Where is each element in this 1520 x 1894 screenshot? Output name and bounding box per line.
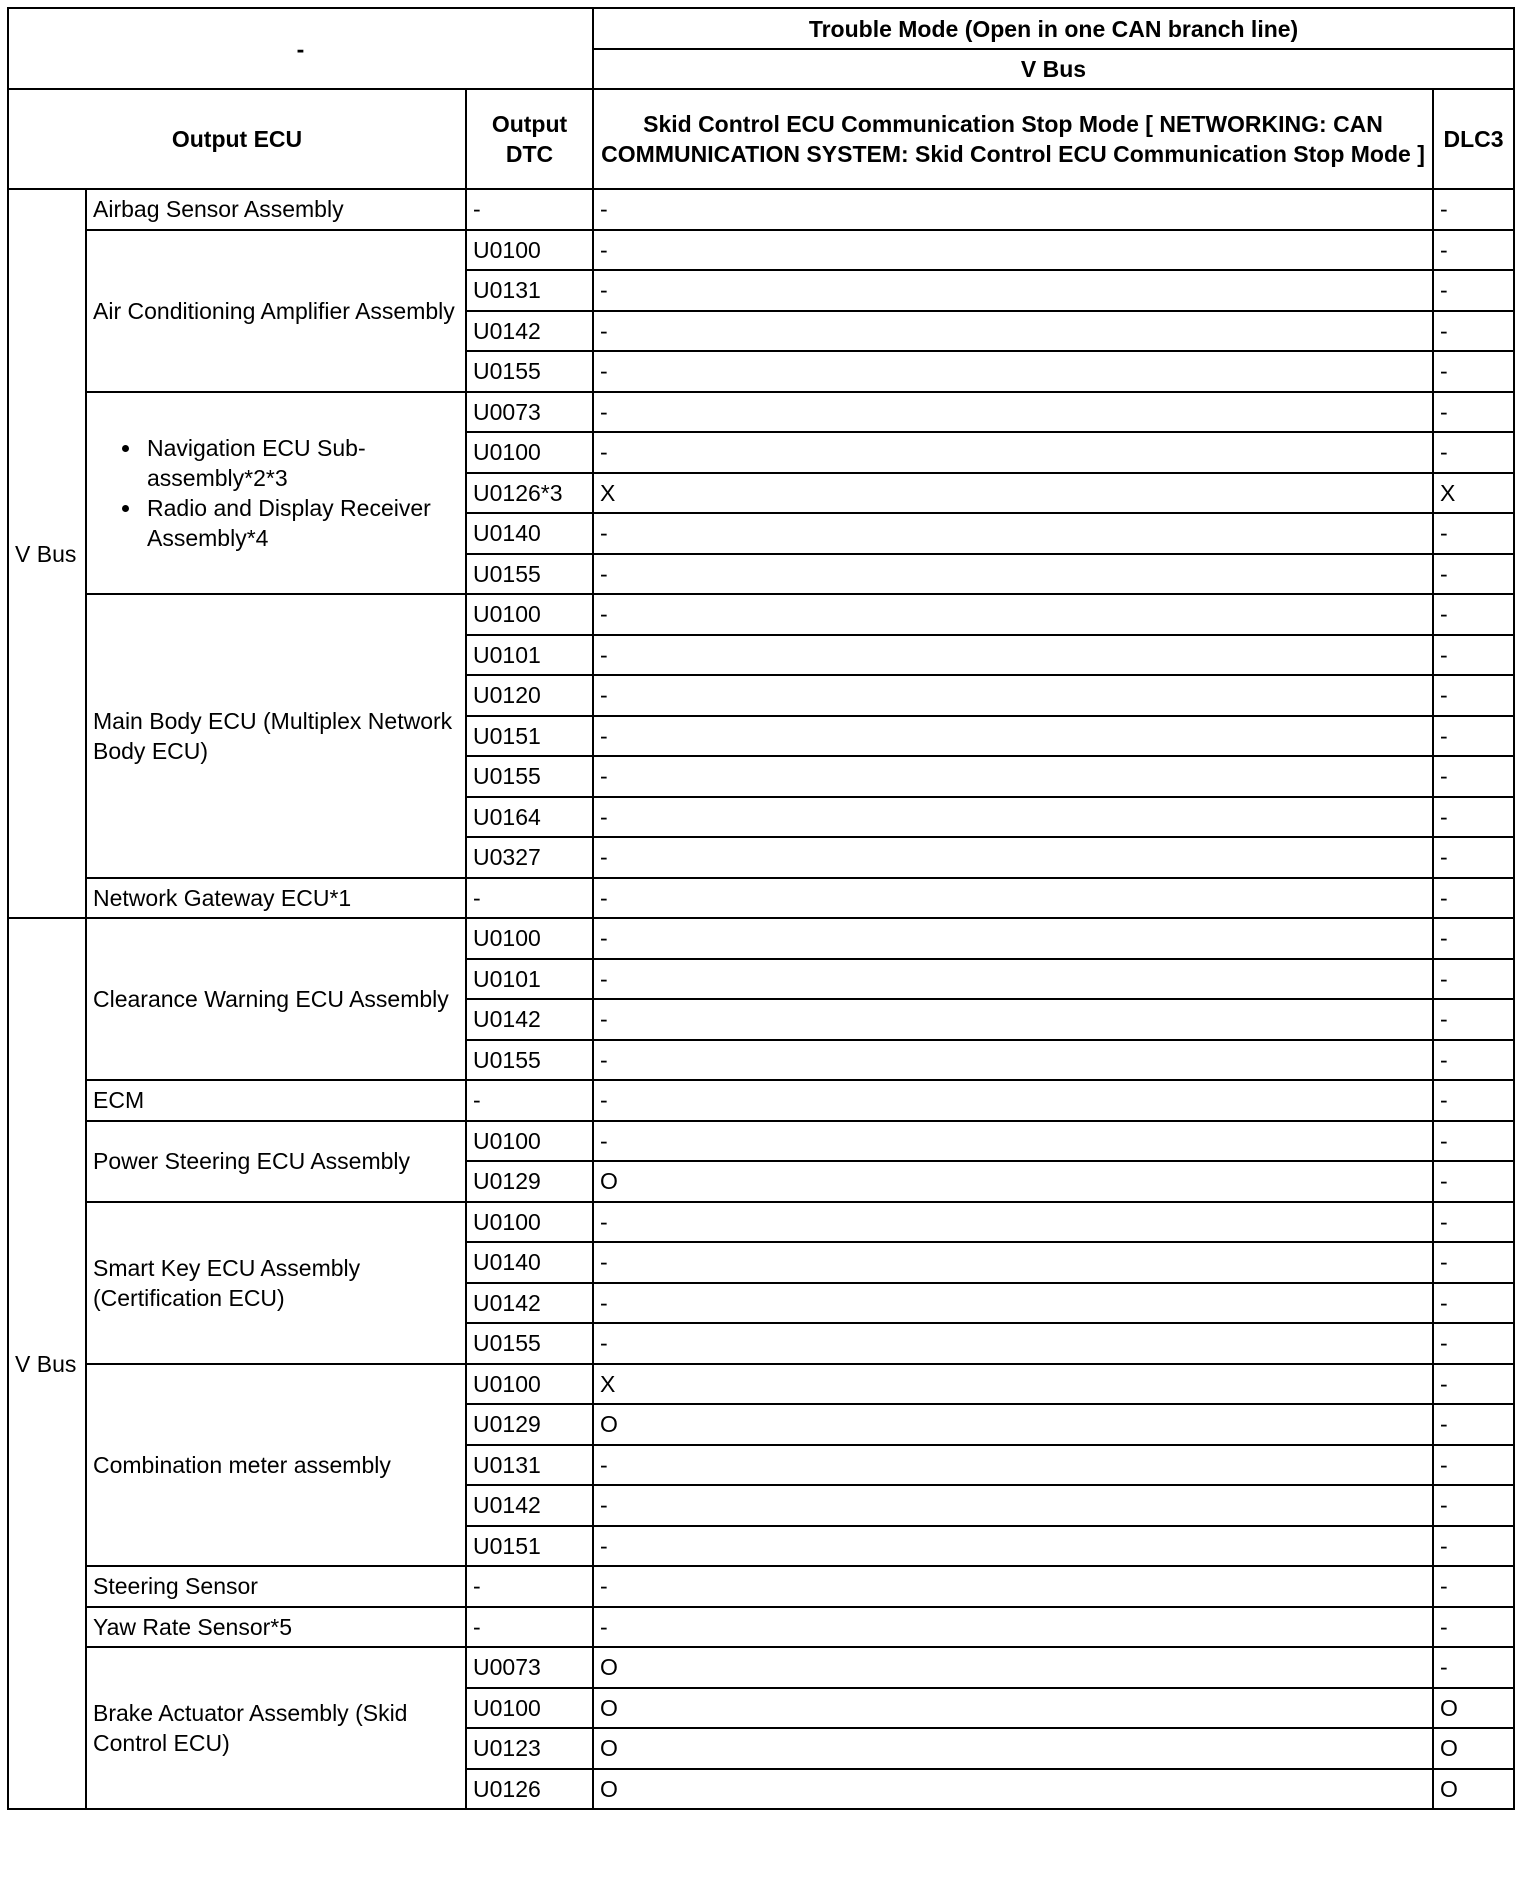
- bus-header: V Bus: [593, 49, 1514, 89]
- table-row: [8, 1647, 1514, 1688]
- dlc3-cell: -: [1433, 756, 1514, 797]
- table-row: [8, 1202, 1514, 1243]
- dlc3-cell: -: [1433, 959, 1514, 1000]
- stop-mode-cell: -: [593, 1566, 1433, 1607]
- dlc3-cell: -: [1433, 878, 1514, 919]
- bus-cell: V Bus: [8, 189, 86, 918]
- stop-mode-cell: -: [593, 878, 1433, 919]
- dtc-cell: U0073: [466, 1647, 593, 1688]
- ecu-name-cell: Steering Sensor: [86, 1566, 466, 1607]
- dtc-cell: U0142: [466, 999, 593, 1040]
- table-row: [8, 878, 1514, 919]
- dtc-cell: -: [466, 189, 593, 230]
- stop-mode-cell: -: [593, 1121, 1433, 1162]
- dlc3-cell: -: [1433, 311, 1514, 352]
- stop-mode-cell: -: [593, 270, 1433, 311]
- dlc3-cell: -: [1433, 1485, 1514, 1526]
- stop-mode-cell: -: [593, 1283, 1433, 1324]
- stop-mode-cell: -: [593, 1040, 1433, 1081]
- dlc3-cell: O: [1433, 1728, 1514, 1769]
- dtc-cell: U0142: [466, 1485, 593, 1526]
- stop-mode-cell: O: [593, 1647, 1433, 1688]
- dtc-cell: U0155: [466, 756, 593, 797]
- stop-mode-cell: -: [593, 1323, 1433, 1364]
- dtc-cell: -: [466, 1080, 593, 1121]
- dtc-cell: U0155: [466, 1040, 593, 1081]
- stop-mode-cell: -: [593, 635, 1433, 676]
- dtc-cell: U0100: [466, 1202, 593, 1243]
- dtc-cell: U0126*3: [466, 473, 593, 514]
- table-row: [8, 1566, 1514, 1607]
- dtc-cell: U0151: [466, 1526, 593, 1567]
- dlc3-cell: -: [1433, 594, 1514, 635]
- stop-mode-cell: -: [593, 675, 1433, 716]
- dtc-cell: U0120: [466, 675, 593, 716]
- stop-mode-cell: -: [593, 1445, 1433, 1486]
- dtc-cell: U0101: [466, 959, 593, 1000]
- ecu-name-cell: Network Gateway ECU*1: [86, 878, 466, 919]
- ecu-list-item: • Navigation ECU Sub-assembly*2*3: [143, 433, 459, 493]
- corner-cell: -: [8, 8, 593, 89]
- dtc-cell: U0129: [466, 1161, 593, 1202]
- dtc-cell: U0073: [466, 392, 593, 433]
- dtc-cell: U0142: [466, 1283, 593, 1324]
- stop-mode-cell: X: [593, 1364, 1433, 1405]
- dlc3-cell: O: [1433, 1769, 1514, 1810]
- dlc3-cell: -: [1433, 1323, 1514, 1364]
- stop-mode-cell: -: [593, 837, 1433, 878]
- stop-mode-cell: -: [593, 716, 1433, 757]
- dlc3-cell: -: [1433, 351, 1514, 392]
- table-row: [8, 1364, 1514, 1405]
- dlc3-cell: -: [1433, 1080, 1514, 1121]
- output-dtc-header: Output DTC: [466, 89, 593, 189]
- dtc-cell: U0327: [466, 837, 593, 878]
- ecu-name-cell: Power Steering ECU Assembly: [86, 1121, 466, 1202]
- dtc-cell: U0101: [466, 635, 593, 676]
- dlc3-cell: -: [1433, 837, 1514, 878]
- stop-mode-cell: -: [593, 1202, 1433, 1243]
- table-row: [8, 1121, 1514, 1162]
- dtc-cell: -: [466, 1607, 593, 1648]
- stop-mode-cell: -: [593, 554, 1433, 595]
- dtc-cell: U0123: [466, 1728, 593, 1769]
- dlc3-cell: -: [1433, 1040, 1514, 1081]
- ecu-name-cell: Main Body ECU (Multiplex Network Body ECU): [86, 594, 466, 878]
- dlc3-cell: -: [1433, 1161, 1514, 1202]
- dlc3-cell: -: [1433, 1404, 1514, 1445]
- dlc3-cell: -: [1433, 1283, 1514, 1324]
- ecu-name-cell: ECM: [86, 1080, 466, 1121]
- dlc3-cell: -: [1433, 392, 1514, 433]
- stop-mode-cell: -: [593, 797, 1433, 838]
- dlc3-cell: -: [1433, 189, 1514, 230]
- dtc-cell: U0151: [466, 716, 593, 757]
- stop-mode-cell: O: [593, 1728, 1433, 1769]
- stop-mode-cell: -: [593, 1485, 1433, 1526]
- ecu-name-cell: Smart Key ECU Assembly (Certification ECU): [86, 1202, 466, 1364]
- stop-mode-cell: -: [593, 1242, 1433, 1283]
- dlc3-cell: -: [1433, 797, 1514, 838]
- table-row: [8, 1080, 1514, 1121]
- ecu-name-cell: Yaw Rate Sensor*5: [86, 1607, 466, 1648]
- dtc-cell: U0100: [466, 1364, 593, 1405]
- dtc-cell: U0155: [466, 351, 593, 392]
- dtc-cell: U0140: [466, 513, 593, 554]
- dtc-cell: U0100: [466, 230, 593, 271]
- table-row: [8, 918, 1514, 959]
- stop-mode-cell: -: [593, 1080, 1433, 1121]
- dtc-cell: U0126: [466, 1769, 593, 1810]
- trouble-mode-header: Trouble Mode (Open in one CAN branch line): [593, 8, 1514, 49]
- dlc3-cell: -: [1433, 230, 1514, 271]
- dlc3-cell: -: [1433, 1121, 1514, 1162]
- stop-mode-cell: O: [593, 1161, 1433, 1202]
- stop-mode-cell: -: [593, 392, 1433, 433]
- dtc-cell: U0100: [466, 432, 593, 473]
- table-row: [8, 230, 1514, 271]
- dtc-cell: U0100: [466, 1121, 593, 1162]
- ecu-name-cell: Airbag Sensor Assembly: [86, 189, 466, 230]
- stop-mode-cell: -: [593, 230, 1433, 271]
- dtc-cell: U0100: [466, 1688, 593, 1729]
- dlc3-cell: -: [1433, 1566, 1514, 1607]
- ecu-name-cell: Combination meter assembly: [86, 1364, 466, 1567]
- stop-mode-cell: -: [593, 918, 1433, 959]
- table-body: [8, 189, 1514, 1809]
- output-ecu-header: Output ECU: [8, 89, 466, 189]
- stop-mode-cell: -: [593, 594, 1433, 635]
- dtc-cell: U0142: [466, 311, 593, 352]
- dlc3-cell: -: [1433, 918, 1514, 959]
- stop-mode-cell: O: [593, 1404, 1433, 1445]
- dtc-table-container: [7, 7, 1513, 1810]
- bus-cell: V Bus: [8, 918, 86, 1809]
- stop-mode-cell: -: [593, 311, 1433, 352]
- dtc-table: [7, 7, 1515, 1810]
- dlc3-cell: -: [1433, 513, 1514, 554]
- ecu-name-cell: [86, 392, 466, 595]
- dtc-cell: -: [466, 1566, 593, 1607]
- dtc-cell: U0155: [466, 554, 593, 595]
- dtc-cell: U0164: [466, 797, 593, 838]
- stop-mode-cell: O: [593, 1769, 1433, 1810]
- stop-mode-cell: -: [593, 756, 1433, 797]
- stop-mode-cell: -: [593, 959, 1433, 1000]
- dlc3-cell: -: [1433, 675, 1514, 716]
- stop-mode-header: Skid Control ECU Communication Stop Mode [ NETWORKING: CAN COMMUNICATION SYSTEM: Skid Control ECU Communication Stop Mode ]: [593, 89, 1433, 189]
- table-row: [8, 1607, 1514, 1648]
- stop-mode-cell: -: [593, 432, 1433, 473]
- stop-mode-cell: O: [593, 1688, 1433, 1729]
- ecu-list-item: • Radio and Display Receiver Assembly*4: [143, 493, 459, 553]
- table-row: [8, 392, 1514, 433]
- dtc-cell: U0131: [466, 270, 593, 311]
- dtc-cell: U0140: [466, 1242, 593, 1283]
- stop-mode-cell: -: [593, 351, 1433, 392]
- dlc3-cell: -: [1433, 1364, 1514, 1405]
- table-row: [8, 594, 1514, 635]
- dlc3-cell: X: [1433, 473, 1514, 514]
- dtc-cell: -: [466, 878, 593, 919]
- dlc3-cell: -: [1433, 1607, 1514, 1648]
- dlc3-cell: -: [1433, 635, 1514, 676]
- dtc-cell: U0155: [466, 1323, 593, 1364]
- dtc-cell: U0129: [466, 1404, 593, 1445]
- ecu-name-cell: Clearance Warning ECU Assembly: [86, 918, 466, 1080]
- stop-mode-cell: -: [593, 513, 1433, 554]
- dlc3-cell: -: [1433, 554, 1514, 595]
- dtc-cell: U0131: [466, 1445, 593, 1486]
- dlc3-cell: O: [1433, 1688, 1514, 1729]
- dlc3-cell: -: [1433, 1647, 1514, 1688]
- ecu-list: [93, 433, 459, 553]
- stop-mode-cell: -: [593, 1526, 1433, 1567]
- dlc3-cell: -: [1433, 270, 1514, 311]
- ecu-name-cell: Brake Actuator Assembly (Skid Control ECU): [86, 1647, 466, 1809]
- stop-mode-cell: -: [593, 189, 1433, 230]
- stop-mode-cell: -: [593, 1607, 1433, 1648]
- dlc3-cell: -: [1433, 1526, 1514, 1567]
- dlc3-cell: -: [1433, 1242, 1514, 1283]
- dtc-cell: U0100: [466, 594, 593, 635]
- dlc3-header: DLC3: [1433, 89, 1514, 189]
- table-row: [8, 189, 1514, 230]
- dtc-cell: U0100: [466, 918, 593, 959]
- ecu-name-cell: Air Conditioning Amplifier Assembly: [86, 230, 466, 392]
- dlc3-cell: -: [1433, 999, 1514, 1040]
- dlc3-cell: -: [1433, 1202, 1514, 1243]
- dlc3-cell: -: [1433, 716, 1514, 757]
- dlc3-cell: -: [1433, 1445, 1514, 1486]
- stop-mode-cell: -: [593, 999, 1433, 1040]
- stop-mode-cell: X: [593, 473, 1433, 514]
- dlc3-cell: -: [1433, 432, 1514, 473]
